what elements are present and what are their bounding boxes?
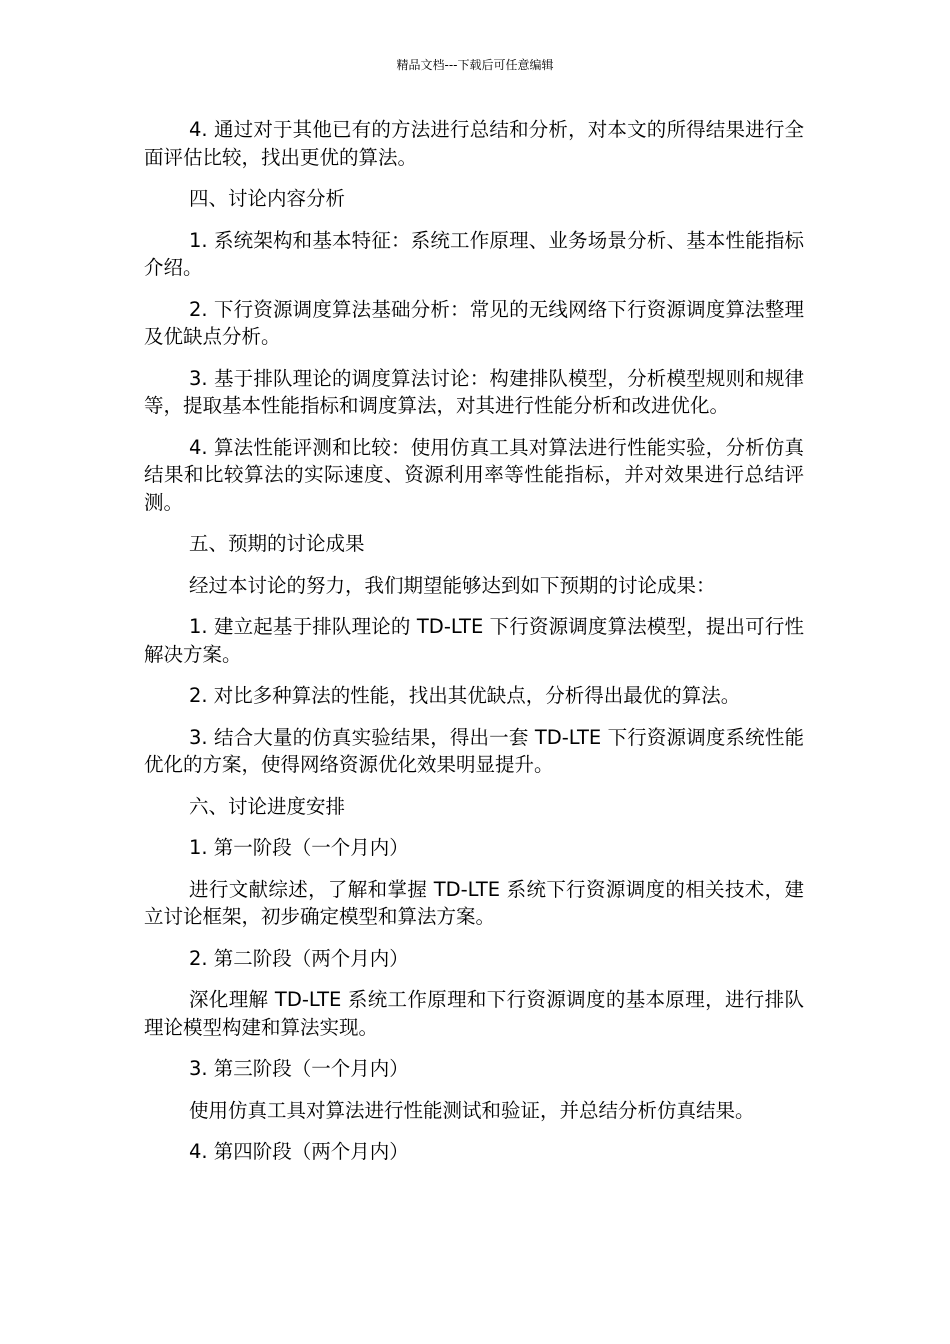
paragraph-expected-3: 3. 结合大量的仿真实验结果，得出一套 TD-LTE 下行资源调度系统性能优化的方案，使得网络资源优化效果明显提升。 — [144, 725, 804, 776]
document-body — [144, 116, 804, 1180]
section-heading-6: 六、讨论进度安排 — [189, 794, 346, 818]
paragraph-expected-1: 1. 建立起基于排队理论的 TD-LTE 下行资源调度算法模型，提出可行性解决方案。 — [144, 615, 804, 666]
page-header: 精品文档---下载后可任意编辑 — [396, 58, 554, 72]
paragraph-queueing-theory: 3. 基于排队理论的调度算法讨论：构建排队模型，分析模型规则和规律等，提取基本性能指标和调度算法，对其进行性能分析和改进优化。 — [144, 366, 804, 417]
paragraph-item-4-summary: 4. 通过对于其他已有的方法进行总结和分析，对本文的所得结果进行全面评估比较，找出更优的算法。 — [144, 118, 804, 169]
paragraph-expected-2: 2. 对比多种算法的性能，找出其优缺点，分析得出最优的算法。 — [189, 684, 741, 707]
section-heading-5: 五、预期的讨论成果 — [189, 532, 365, 555]
paragraph-expected-intro: 经过本讨论的努力，我们期望能够达到如下预期的讨论成果： — [189, 573, 716, 597]
stage-4-heading: 4. 第四阶段（两个月内） — [189, 1140, 409, 1163]
stage-2-heading: 2. 第二阶段（两个月内） — [189, 946, 409, 970]
stage-1-heading: 1. 第一阶段（一个月内） — [189, 836, 409, 859]
stage-1-description: 进行文献综述，了解和掌握 TD-LTE 系统下行资源调度的相关技术，建立讨论框架，初步确定模型和算法方案。 — [144, 877, 804, 928]
stage-3-heading: 3. 第三阶段（一个月内） — [189, 1057, 409, 1080]
stage-2-description: 深化理解 TD-LTE 系统工作原理和下行资源调度的基本原理，进行排队理论模型构建和算法实现。 — [144, 988, 804, 1039]
stage-3-description: 使用仿真工具对算法进行性能测试和验证，并总结分析仿真结果。 — [189, 1098, 755, 1122]
paragraph-performance-evaluation: 4. 算法性能评测和比较：使用仿真工具对算法进行性能实验，分析仿真结果和比较算法的实际速度、资源利用率等性能指标，并对效果进行总结评测。 — [144, 435, 804, 514]
paragraph-downlink-basics: 2. 下行资源调度算法基础分析：常见的无线网络下行资源调度算法整理及优缺点分析。 — [144, 297, 804, 348]
section-heading-4: 四、讨论内容分析 — [189, 187, 346, 210]
paragraph-system-architecture: 1. 系统架构和基本特征：系统工作原理、业务场景分析、基本性能指标介绍。 — [144, 228, 804, 279]
